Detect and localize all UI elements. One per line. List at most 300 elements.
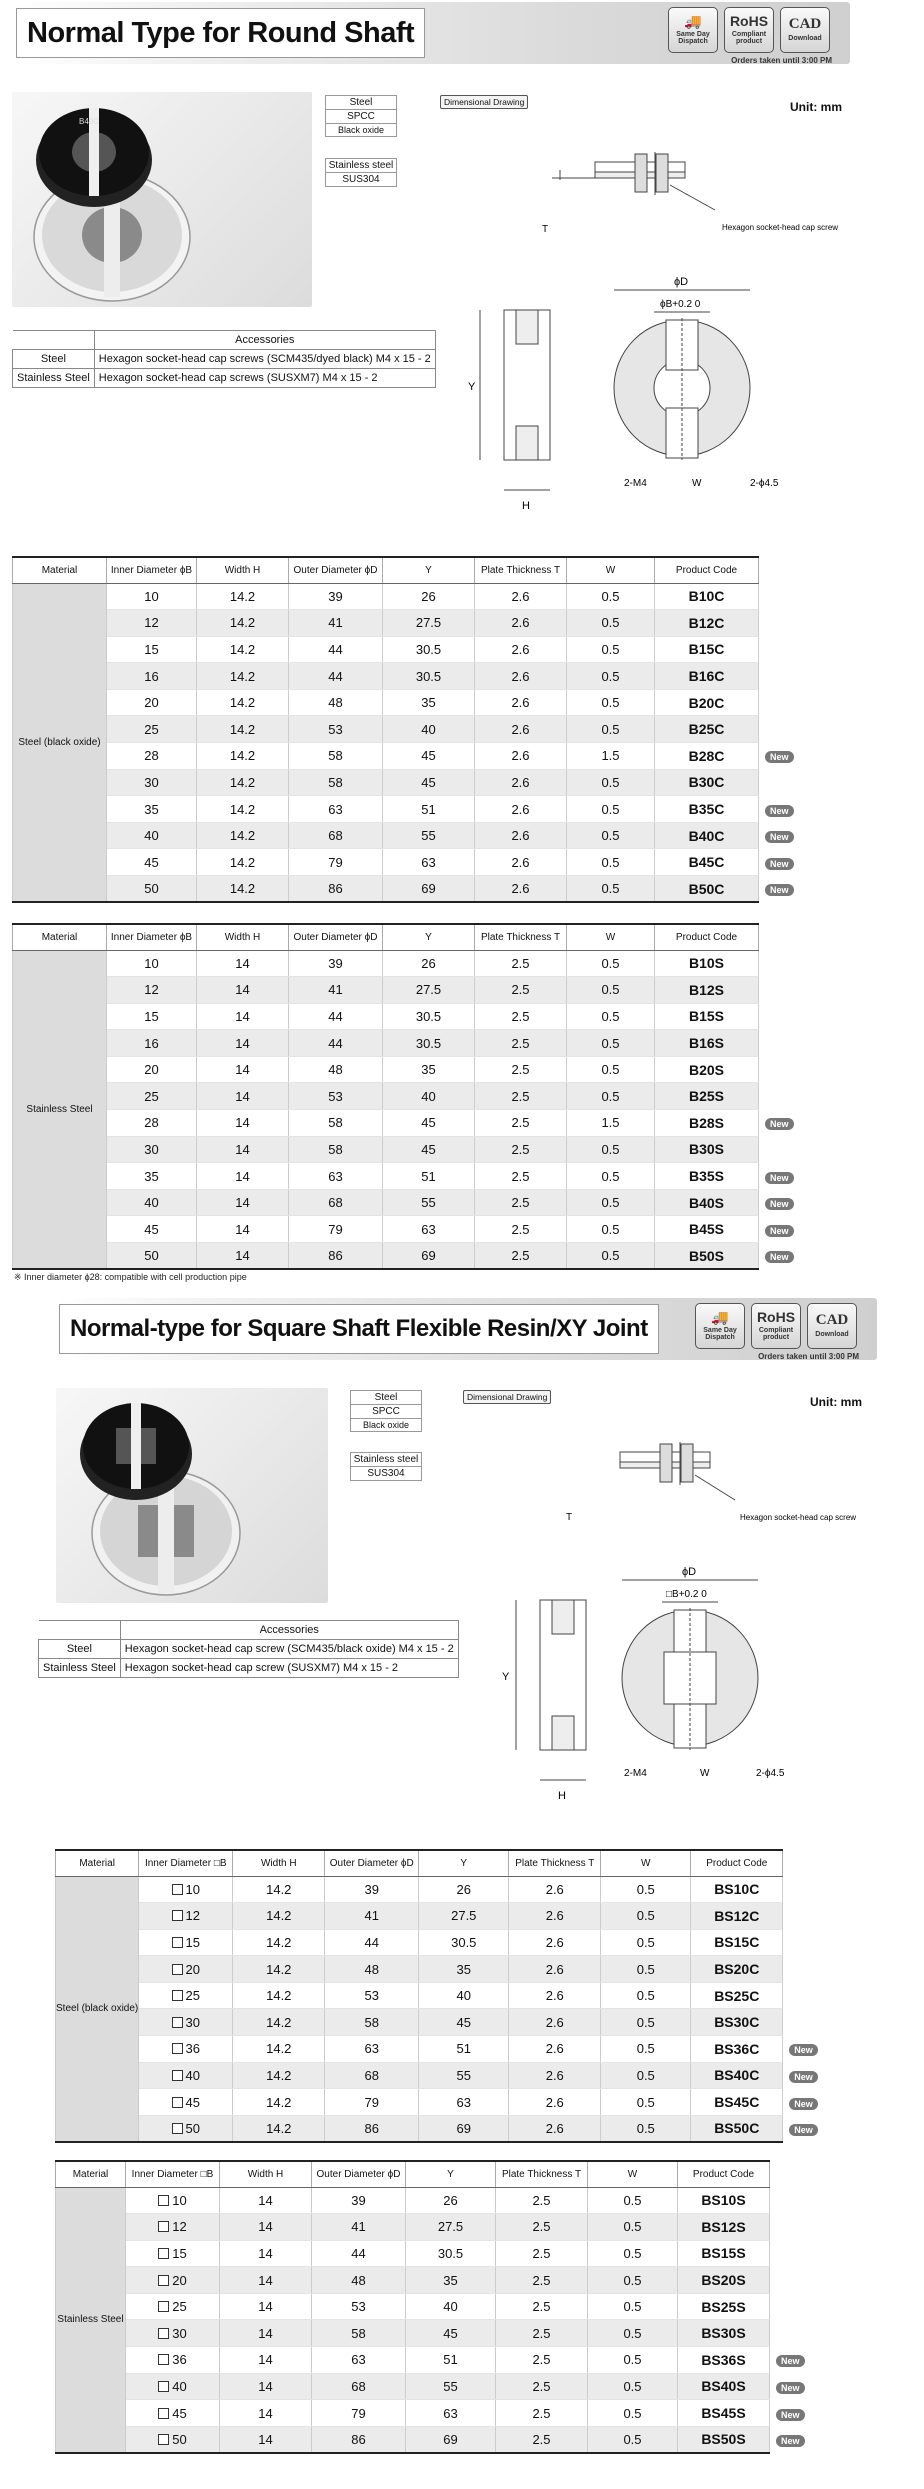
product-code-cell[interactable]: BS40S [678,2373,770,2400]
inner-diameter-cell: 12 [139,1903,233,1930]
material-cell: Stainless Steel [13,950,107,1269]
inner-diameter-cell: 25 [107,716,197,743]
product-code-cell[interactable]: B20C [655,689,759,716]
section1-title: Normal Type for Round Shaft [27,16,415,49]
product-code-cell[interactable]: B10S [655,950,759,977]
thickness-cell: 2.6 [509,2036,601,2063]
product-code-cell[interactable]: B12C [655,610,759,637]
thickness-cell: 2.6 [509,1956,601,1983]
square-icon [172,2043,183,2054]
product-code-cell[interactable]: BS30S [678,2320,770,2347]
outer-diameter-cell: 58 [289,769,383,796]
y-cell: 45 [383,1136,475,1163]
drawing-phiD-label: ϕD [674,276,689,288]
product-code-cell[interactable]: BS45C [691,2089,783,2116]
w-cell: 0.5 [601,1956,691,1983]
truck-icon: 🚚 [684,13,702,30]
width-cell: 14 [220,2426,312,2453]
product-code-cell[interactable]: BS15C [691,1929,783,1956]
table-row [56,2320,816,2347]
thickness-cell: 2.5 [475,1003,567,1030]
section1-product-photo [12,92,312,307]
thickness-cell: 2.5 [496,2426,588,2453]
product-code-cell[interactable]: B25C [655,716,759,743]
product-code-cell[interactable]: BS36S [678,2347,770,2374]
outer-diameter-cell: 39 [289,583,383,610]
accessories-header: Accessories [94,331,435,350]
drawing-m4-label: 2-M4 [624,478,647,489]
steel-rows [56,1876,829,2142]
square-icon [172,2070,183,2081]
inner-diameter-cell: 40 [107,1189,197,1216]
section1-title-bar [12,2,850,64]
w-cell: 0.5 [601,1929,691,1956]
table-row [56,2347,816,2374]
square-icon [158,2275,169,2286]
square-icon [158,2408,169,2419]
inner-diameter-cell: 20 [126,2267,220,2294]
product-code-cell[interactable]: BS15S [678,2240,770,2267]
w-cell: 1.5 [567,743,655,770]
spec-header-row: Material Inner Diameter □B Width H Outer Diameter ϕD Y Plate Thickness T W Product Code [56,2161,816,2187]
thickness-cell: 2.6 [475,689,567,716]
table-row [56,2089,829,2116]
new-badge: New [765,1118,794,1130]
w-cell: 0.5 [601,2062,691,2089]
width-cell: 14.2 [197,636,289,663]
table-row [13,1243,805,1270]
outer-diameter-cell: 63 [289,1163,383,1190]
y-cell: 26 [383,583,475,610]
product-code-cell[interactable]: BS30C [691,2009,783,2036]
outer-diameter-cell: 58 [289,1110,383,1137]
material-cell: Steel (black oxide) [13,583,107,902]
inner-diameter-cell: 12 [107,977,197,1004]
thickness-cell: 2.6 [475,876,567,903]
square-icon [158,2221,169,2232]
new-badge: New [776,2355,805,2367]
y-cell: 63 [383,1216,475,1243]
new-badge: New [776,2409,805,2421]
square-collar-image [56,1388,328,1603]
product-code-cell[interactable]: BS12S [678,2214,770,2241]
inner-diameter-cell: 20 [107,689,197,716]
table-row [56,2400,816,2427]
thickness-cell: 2.5 [475,977,567,1004]
width-cell: 14.2 [197,610,289,637]
thickness-cell: 2.5 [496,2293,588,2320]
spec-header-row: Material Inner Diameter ϕB Width H Outer Diameter ϕD Y Plate Thickness T W Product Code [13,557,805,583]
width-cell: 14 [220,2214,312,2241]
y-cell: 45 [419,2009,509,2036]
inner-diameter-cell: 40 [139,2062,233,2089]
spec-header-row: Material Inner Diameter ϕB Width H Outer Diameter ϕD Y Plate Thickness T W Product Code [13,924,805,950]
product-code-cell[interactable]: B50C [655,876,759,903]
table-row [13,822,805,849]
outer-diameter-cell: 39 [325,1876,419,1903]
outer-diameter-cell: 63 [325,2036,419,2063]
drawing-t-label: T [542,224,549,235]
w-cell: 0.5 [588,2240,678,2267]
drawing-phiB-label: ϕB+0.2 0 [660,299,701,310]
width-cell: 14 [197,977,289,1004]
product-code-cell[interactable]: BS10C [691,1876,783,1903]
outer-diameter-cell: 39 [289,950,383,977]
product-code-cell[interactable]: BS20S [678,2267,770,2294]
table-row [13,689,805,716]
thickness-cell: 2.5 [475,1110,567,1137]
outer-diameter-cell: 44 [289,636,383,663]
width-cell: 14 [220,2267,312,2294]
table-row [13,1083,805,1110]
table-row [56,2240,816,2267]
width-cell: 14 [197,1030,289,1057]
w-cell: 0.5 [601,2009,691,2036]
table-row [56,2187,816,2214]
width-cell: 14.2 [197,822,289,849]
product-code-cell[interactable]: B16C [655,663,759,690]
product-code-cell[interactable]: B35S [655,1163,759,1190]
y-cell: 30.5 [383,1003,475,1030]
table-row [13,876,805,903]
product-code-cell[interactable]: B16S [655,1030,759,1057]
square-icon [172,1964,183,1975]
accessories-header: Accessories [120,1621,458,1640]
table-row [56,2009,829,2036]
front-view [622,1566,785,1779]
ss-material-label: Stainless steel SUS304 [350,1452,422,1481]
outer-diameter-cell: 58 [289,1136,383,1163]
product-code-cell[interactable]: BS45S [678,2400,770,2427]
new-badge: New [776,2435,805,2447]
section2-title: Normal-type for Square Shaft Flexible Resin/XY Joint [70,1315,648,1342]
product-code-cell[interactable]: BS50S [678,2426,770,2453]
ss-rows [13,950,805,1269]
width-cell: 14.2 [233,2009,325,2036]
product-code-cell[interactable]: BS25C [691,1982,783,2009]
thickness-cell: 2.6 [475,822,567,849]
inner-diameter-cell: 30 [126,2320,220,2347]
inner-diameter-cell: 15 [126,2240,220,2267]
width-cell: 14.2 [233,2115,325,2142]
outer-diameter-cell: 58 [325,2009,419,2036]
table-row [13,849,805,876]
new-badge: New [765,858,794,870]
product-code-cell[interactable]: B40C [655,822,759,849]
product-code-cell[interactable]: BS20C [691,1956,783,1983]
outer-diameter-cell: 53 [325,1982,419,2009]
product-code-cell[interactable]: B15C [655,636,759,663]
product-code-cell[interactable]: B45C [655,849,759,876]
y-cell: 55 [383,822,475,849]
same-day-dispatch-badge[interactable]: 🚚 Same Day Dispatch [668,7,718,53]
y-cell: 30.5 [383,663,475,690]
product-code-cell[interactable]: B40S [655,1189,759,1216]
outer-diameter-cell: 41 [289,610,383,637]
width-cell: 14 [220,2373,312,2400]
product-code-cell[interactable]: B35C [655,796,759,823]
product-code-cell[interactable]: B12S [655,977,759,1004]
new-badge: New [789,2044,818,2056]
section1-title-box [16,8,425,58]
table-row [56,2426,816,2453]
thickness-cell: 2.6 [475,636,567,663]
table-row [13,1003,805,1030]
w-cell: 0.5 [588,2373,678,2400]
orders-note: Orders taken until 3:00 PM [758,1352,859,1361]
ss-material-label: Stainless steel SUS304 [325,158,397,187]
inner-diameter-cell: 15 [107,1003,197,1030]
product-code-cell[interactable]: BS40C [691,2062,783,2089]
thickness-cell: 2.6 [509,1876,601,1903]
outer-diameter-cell: 63 [312,2347,406,2374]
table-row [13,1189,805,1216]
square-icon [172,2097,183,2108]
y-cell: 26 [383,950,475,977]
steel-material-label: Steel SPCC Black oxide [325,95,397,137]
product-code-cell[interactable]: B45S [655,1216,759,1243]
product-code-cell[interactable]: B20S [655,1056,759,1083]
table-row [13,1056,805,1083]
inner-diameter-cell: 15 [139,1929,233,1956]
product-code-cell[interactable]: BS50C [691,2115,783,2142]
width-cell: 14 [220,2240,312,2267]
w-cell: 0.5 [567,950,655,977]
inner-diameter-cell: 20 [107,1056,197,1083]
width-cell: 14 [220,2187,312,2214]
inner-diameter-cell: 30 [107,769,197,796]
same-day-dispatch-badge[interactable]: 🚚 Same Day Dispatch [695,1303,745,1349]
inner-diameter-cell: 50 [126,2426,220,2453]
inner-diameter-cell: 50 [107,876,197,903]
product-code-cell[interactable]: B28C [655,743,759,770]
width-cell: 14.2 [233,1956,325,1983]
outer-diameter-cell: 41 [325,1903,419,1930]
cad-download-badge[interactable]: CAD Download [807,1303,857,1349]
y-cell: 51 [406,2347,496,2374]
drawing-phiD-label: ϕD [682,1566,697,1578]
w-cell: 1.5 [567,1110,655,1137]
table-row [13,1110,805,1137]
outer-diameter-cell: 48 [289,1056,383,1083]
thickness-cell: 2.6 [475,796,567,823]
w-cell: 0.5 [567,689,655,716]
unit-label: Unit: mm [810,1395,862,1409]
rohs-badge[interactable]: RoHS Compliant product [724,7,774,53]
width-cell: 14 [197,1163,289,1190]
product-code-cell[interactable]: B30S [655,1136,759,1163]
w-cell: 0.5 [567,1189,655,1216]
thickness-cell: 2.5 [475,1030,567,1057]
acc-steel-label: Steel [13,350,95,369]
product-code-cell[interactable]: B10C [655,583,759,610]
product-code-cell[interactable]: B50S [655,1243,759,1270]
thickness-cell: 2.6 [475,663,567,690]
square-icon [158,2248,169,2259]
w-cell: 0.5 [567,849,655,876]
thickness-cell: 2.6 [509,2089,601,2116]
thickness-cell: 2.5 [496,2400,588,2427]
width-cell: 14 [220,2400,312,2427]
thickness-cell: 2.5 [475,1189,567,1216]
product-code-cell[interactable]: BS10S [678,2187,770,2214]
width-cell: 14 [197,1003,289,1030]
inner-diameter-cell: 45 [107,849,197,876]
y-cell: 69 [383,1243,475,1270]
new-badge: New [765,1251,794,1263]
dimensional-drawing-tag[interactable]: Dimensional Drawing [463,1390,551,1404]
outer-diameter-cell: 48 [325,1956,419,1983]
outer-diameter-cell: 39 [312,2187,406,2214]
table-row [56,2036,829,2063]
width-cell: 14 [197,1110,289,1137]
section2-ss-table [55,2160,816,2454]
w-cell: 0.5 [567,1163,655,1190]
y-cell: 35 [419,1956,509,1983]
inner-diameter-cell: 36 [126,2347,220,2374]
square-icon [172,1990,183,2001]
w-cell: 0.5 [567,1056,655,1083]
outer-diameter-cell: 79 [289,849,383,876]
square-icon [158,2354,169,2365]
width-cell: 14.2 [233,2062,325,2089]
thickness-cell: 2.5 [496,2267,588,2294]
outer-diameter-cell: 86 [289,1243,383,1270]
new-badge: New [765,751,794,763]
inner-diameter-cell: 30 [139,2009,233,2036]
width-cell: 14 [197,1189,289,1216]
outer-diameter-cell: 68 [325,2062,419,2089]
table-row [13,1163,805,1190]
outer-diameter-cell: 79 [325,2089,419,2116]
width-cell: 14.2 [197,769,289,796]
w-cell: 0.5 [588,2320,678,2347]
width-cell: 14 [220,2320,312,2347]
acc-ss-text: Hexagon socket-head cap screws (SUSXM7) M4 x 15 - 2 [94,369,435,388]
y-cell: 45 [383,1110,475,1137]
w-cell: 0.5 [567,716,655,743]
y-cell: 55 [406,2373,496,2400]
new-badge: New [765,1172,794,1184]
inner-diameter-cell: 40 [107,822,197,849]
w-cell: 0.5 [588,2293,678,2320]
y-cell: 69 [406,2426,496,2453]
inner-diameter-cell: 50 [107,1243,197,1270]
width-cell: 14 [197,1083,289,1110]
table-row [56,2373,816,2400]
thickness-cell: 2.6 [475,610,567,637]
section2-title-box [59,1304,659,1354]
thickness-cell: 2.6 [509,1929,601,1956]
table-row [56,2293,816,2320]
table-row [56,2267,816,2294]
w-cell: 0.5 [601,1982,691,2009]
cad-download-badge[interactable]: CAD Download [780,7,830,53]
w-cell: 0.5 [567,822,655,849]
outer-diameter-cell: 68 [289,822,383,849]
y-cell: 27.5 [383,977,475,1004]
width-cell: 14.2 [233,1876,325,1903]
outer-diameter-cell: 41 [289,977,383,1004]
width-cell: 14.2 [197,849,289,876]
inner-diameter-cell: 10 [139,1876,233,1903]
outer-diameter-cell: 44 [325,1929,419,1956]
width-cell: 14.2 [233,2089,325,2116]
drawing-y-label: Y [468,381,476,393]
thickness-cell: 2.5 [475,1136,567,1163]
front-view [614,276,779,489]
inner-diameter-cell: 25 [126,2293,220,2320]
rohs-badge[interactable]: RoHS Compliant product [751,1303,801,1349]
inner-diameter-cell: 35 [107,1163,197,1190]
thickness-cell: 2.5 [496,2373,588,2400]
outer-diameter-cell: 79 [289,1216,383,1243]
section2-badges [695,1303,857,1349]
y-cell: 63 [419,2089,509,2116]
width-cell: 14 [220,2347,312,2374]
product-code-cell[interactable]: B25S [655,1083,759,1110]
square-icon [158,2381,169,2392]
w-cell: 0.5 [588,2347,678,2374]
y-cell: 30.5 [419,1929,509,1956]
top-view [542,152,838,235]
table-row [56,1982,829,2009]
product-code-cell[interactable]: BS12C [691,1903,783,1930]
drawing-y-label: Y [502,1671,510,1683]
shaft-collar-image [12,92,312,307]
thickness-cell: 2.5 [496,2320,588,2347]
acc-steel-label: Steel [39,1640,121,1659]
drawing-hole-label: 2-ϕ4.5 [750,478,779,489]
w-cell: 0.5 [601,1876,691,1903]
square-icon [172,1884,183,1895]
inner-diameter-cell: 45 [139,2089,233,2116]
thickness-cell: 2.5 [475,1083,567,1110]
inner-diameter-cell: 10 [107,583,197,610]
inner-diameter-cell: 25 [139,1982,233,2009]
side-view [502,1600,586,1802]
thickness-cell: 2.5 [496,2214,588,2241]
w-cell: 0.5 [567,1003,655,1030]
product-code-cell[interactable]: B15S [655,1003,759,1030]
width-cell: 14.2 [233,1982,325,2009]
y-cell: 35 [383,689,475,716]
orders-note: Orders taken until 3:00 PM [731,56,832,65]
square-icon [158,2195,169,2206]
table-row [13,610,805,637]
width-cell: 14 [197,1056,289,1083]
outer-diameter-cell: 86 [312,2426,406,2453]
new-badge: New [765,1225,794,1237]
outer-diameter-cell: 86 [325,2115,419,2142]
w-cell: 0.5 [567,636,655,663]
table-row [13,769,805,796]
product-code-cell[interactable]: B30C [655,769,759,796]
width-cell: 14 [197,1216,289,1243]
dimensional-drawing-tag[interactable]: Dimensional Drawing [440,95,528,109]
product-code-cell[interactable]: B28S [655,1110,759,1137]
footnote: ※ Inner diameter ϕ28: compatible with cell production pipe [14,1272,247,1282]
thickness-cell: 2.5 [475,950,567,977]
product-code-cell[interactable]: BS36C [691,2036,783,2063]
table-row [56,2115,829,2142]
drawing-h-label: H [558,1790,566,1802]
inner-diameter-cell: 10 [107,950,197,977]
table-row [56,1956,829,1983]
w-cell: 0.5 [567,769,655,796]
w-cell: 0.5 [567,663,655,690]
product-code-cell[interactable]: BS25S [678,2293,770,2320]
